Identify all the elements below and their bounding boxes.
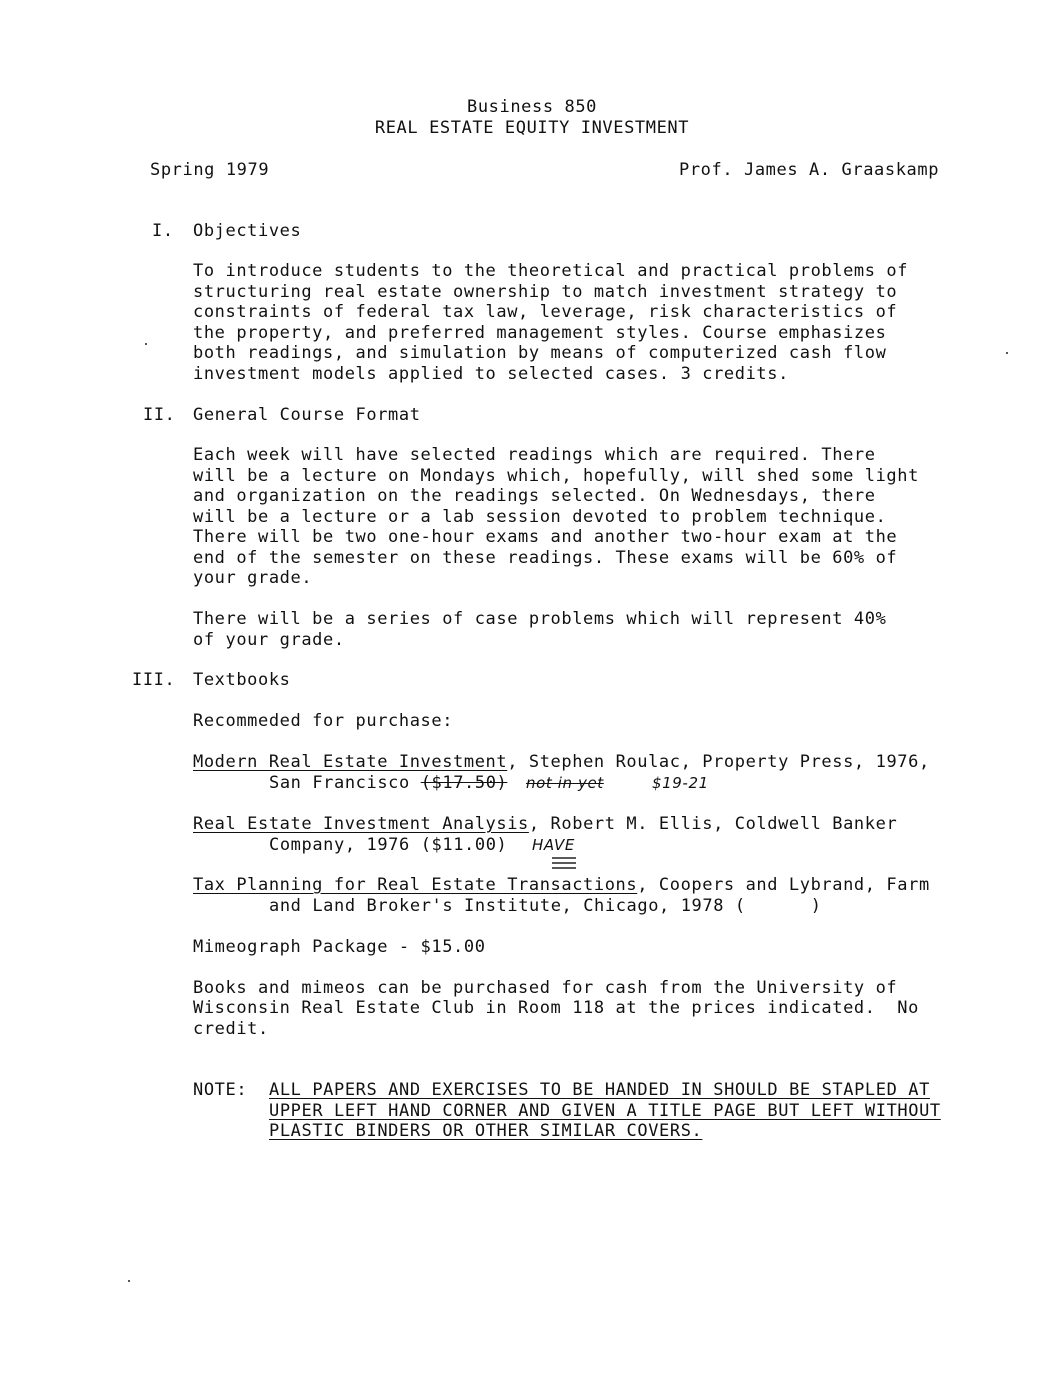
mimeograph-package: Mimeograph Package - $15.00 — [193, 937, 486, 957]
purchase-line: credit. — [193, 1019, 269, 1039]
note-line: UPPER LEFT HAND CORNER AND GIVEN A TITLE PAGE BUT LEFT WITHOUT — [269, 1101, 941, 1121]
handwritten-underline-marks — [548, 854, 582, 872]
case-problems-line: of your grade. — [193, 630, 345, 650]
book-publisher: and Land Broker's Institute, Chicago, 1978 ( ) — [269, 896, 822, 916]
handwritten-note-price: $19-21 — [652, 774, 709, 792]
objectives-line: the property, and preferred management styles. Course emphasizes — [193, 323, 887, 343]
section-1-heading: Objectives — [193, 221, 302, 241]
note-line: ALL PAPERS AND EXERCISES TO BE HANDED IN SHOULD BE STAPLED AT — [269, 1080, 930, 1100]
scan-speck — [1006, 352, 1008, 354]
professor: Prof. James A. Graaskamp — [679, 160, 940, 180]
objectives-line: investment models applied to selected cases. 3 credits. — [193, 364, 789, 384]
note-label: NOTE: — [193, 1080, 248, 1100]
handwritten-note-not-in-yet: not in yet — [526, 774, 604, 792]
book-title: Tax Planning for Real Estate Transactions — [193, 875, 638, 895]
book-city: San Francisco — [269, 773, 410, 793]
course-title: REAL ESTATE EQUITY INVESTMENT — [374, 118, 690, 138]
purchase-line: Books and mimeos can be purchased for cash from the University of — [193, 978, 898, 998]
book-details: , Stephen Roulac, Property Press, 1976, — [507, 752, 930, 772]
recommended-label: Recommeded for purchase: — [193, 711, 454, 731]
scan-speck — [128, 1280, 130, 1282]
format-line: will be a lecture on Mondays which, hopefully, will shed some light — [193, 466, 919, 486]
section-1-number: I. — [152, 221, 174, 241]
case-problems-line: There will be a series of case problems which will represent 40% — [193, 609, 887, 629]
objectives-line: To introduce students to the theoretical and practical problems of — [193, 261, 909, 281]
format-line: your grade. — [193, 568, 313, 588]
book-entry — [193, 814, 897, 834]
objectives-line: constraints of federal tax law, leverage, risk characteristics of — [193, 302, 898, 322]
section-2-number: II. — [143, 405, 176, 425]
format-line: Each week will have selected readings which are required. There — [193, 445, 876, 465]
purchase-line: Wisconsin Real Estate Club in Room 118 at the prices indicated. No — [193, 998, 919, 1018]
book-details: , Coopers and Lybrand, Farm — [637, 875, 930, 895]
note-line: PLASTIC BINDERS OR OTHER SIMILAR COVERS. — [269, 1121, 703, 1141]
book-publisher: Company, 1976 ($11.00) — [269, 835, 508, 855]
section-3-heading: Textbooks — [193, 670, 291, 690]
format-line: and organization on the readings selected. On Wednesdays, there — [193, 486, 876, 506]
term: Spring 1979 — [150, 160, 270, 180]
book-entry — [193, 875, 930, 895]
book-price-crossed: ($17.50) — [420, 773, 508, 793]
course-number: Business 850 — [466, 97, 598, 117]
handwritten-note-have: HAVE — [532, 836, 575, 854]
section-3-number: III. — [132, 670, 176, 690]
scan-speck — [145, 343, 147, 345]
book-details: , Robert M. Ellis, Coldwell Banker — [528, 814, 898, 834]
objectives-line: both readings, and simulation by means of computerized cash flow — [193, 343, 887, 363]
section-2-heading: General Course Format — [193, 405, 421, 425]
format-line: end of the semester on these readings. These exams will be 60% of — [193, 548, 898, 568]
book-entry-line2 — [269, 773, 507, 793]
book-title: Real Estate Investment Analysis — [193, 814, 529, 834]
format-line: will be a lecture or a lab session devoted to problem technique. — [193, 507, 887, 527]
book-entry — [193, 752, 930, 772]
objectives-line: structuring real estate ownership to match investment strategy to — [193, 282, 898, 302]
book-title: Modern Real Estate Investment — [193, 752, 508, 772]
format-line: There will be two one-hour exams and another two-hour exam at the — [193, 527, 898, 547]
